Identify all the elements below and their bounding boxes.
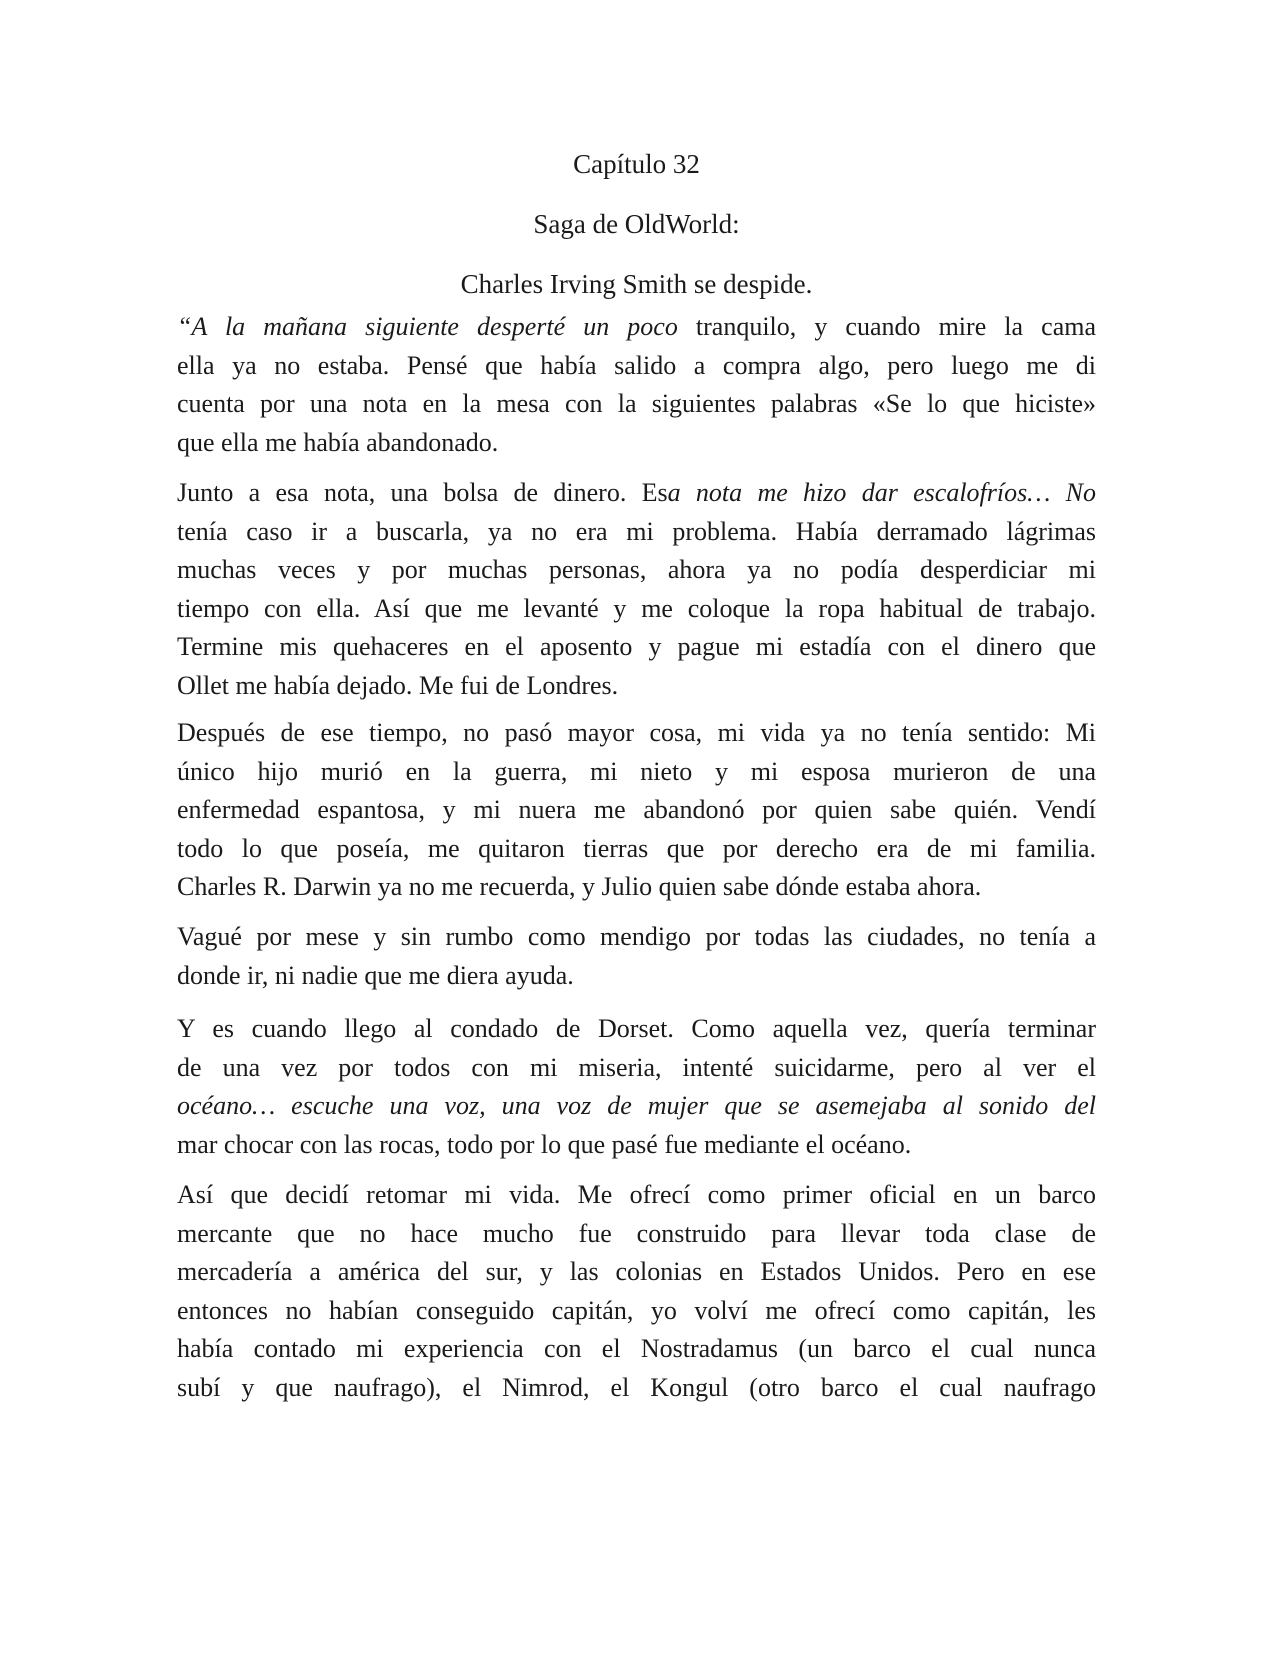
text-line [177, 308, 1096, 347]
text-line: tiempo con ella. Así que me levanté y me coloque la ropa habitual de trabajo. [177, 593, 1096, 623]
text-line: Ollet me había dejado. Me fui de Londres. [177, 670, 619, 700]
text-line: mar chocar con las rocas, todo por lo que pasé fue mediante el océano. [177, 1129, 912, 1159]
chapter-heading: Capítulo 32 [573, 149, 700, 179]
text-line: ella ya no estaba. Pensé que había salido a compra algo, pero luego me di [177, 350, 1096, 380]
text-line: Y es cuando llego al condado de Dorset. Como aquella vez, quería terminar [177, 1014, 1096, 1043]
paragraph-1 [177, 308, 1096, 462]
saga-title: Saga de OldWorld: [533, 209, 740, 239]
text-line: donde ir, ni nadie que me diera ayuda. [177, 960, 574, 990]
paragraph-3 [177, 714, 1096, 907]
text-line: Termine mis quehaceres en el aposento y pague mi estadía con el dinero que [177, 632, 1096, 661]
text-line: cuenta por una nota en la mesa con la siguientes palabras «Se lo que hiciste» [177, 389, 1096, 418]
text-line: tenía caso ir a buscarla, ya no era mi problema. Había derramado lágrimas [177, 516, 1096, 546]
text-line: había contado mi experiencia con el Nostradamus (un barco el cual nunca [177, 1334, 1096, 1363]
text-span: Junto a esa nota, una bolsa de dinero. Es [177, 478, 668, 507]
paragraph-5 [177, 1010, 1096, 1164]
text-line: todo lo que poseía, me quitaron tierras que por derecho era de mi familia. [177, 833, 1096, 863]
text-line: subí y que naufrago), el Nimrod, el Kongul (otro barco el cual naufrago [177, 1372, 1096, 1402]
italic-text: océano… escuche una voz, una voz de mujer que se asemejaba al sonido del [177, 1091, 1096, 1120]
paragraph-2 [177, 474, 1096, 705]
paragraph-4 [177, 918, 1096, 995]
text-line: Así que decidí retomar mi vida. Me ofrecí como primer oficial en un barco [177, 1180, 1096, 1209]
italic-text: a nota me hizo dar escalofríos… No [667, 478, 1096, 507]
text-line: Vagué por mese y sin rumbo como mendigo por todas las ciudades, no tenía a [177, 922, 1096, 951]
italic-text: “A la mañana siguiente desperté un poco [177, 312, 678, 341]
document-page [177, 0, 1096, 1656]
text-line: único hijo murió en la guerra, mi nieto y mi esposa murieron de una [177, 756, 1096, 786]
text-line: Charles R. Darwin ya no me recuerda, y Julio quien sabe dónde estaba ahora. [177, 872, 982, 901]
text-line: enfermedad espantosa, y mi nuera me abandonó por quien sabe quién. Vendí [177, 795, 1096, 824]
text-line: de una vez por todos con mi miseria, intenté suicidarme, pero al ver el [177, 1052, 1096, 1082]
text-line [177, 1087, 1096, 1126]
text-line: mercante que no hace mucho fue construido para llevar toda clase de [177, 1218, 1096, 1248]
chapter-subtitle: Charles Irving Smith se despide. [460, 269, 813, 299]
paragraph-6 [177, 1176, 1096, 1407]
text-line: que ella me había abandonado. [177, 427, 499, 457]
text-line: Después de ese tiempo, no pasó mayor cosa, mi vida ya no tenía sentido: Mi [177, 718, 1096, 747]
text-line: muchas veces y por muchas personas, ahora ya no podía desperdiciar mi [177, 555, 1096, 584]
text-line: entonces no habían conseguido capitán, yo volví me ofrecí como capitán, les [177, 1295, 1096, 1325]
text-span: tranquilo, y cuando mire la cama [677, 312, 1096, 341]
text-line [177, 474, 1096, 513]
text-line: mercadería a américa del sur, y las colonias en Estados Unidos. Pero en ese [177, 1257, 1096, 1286]
